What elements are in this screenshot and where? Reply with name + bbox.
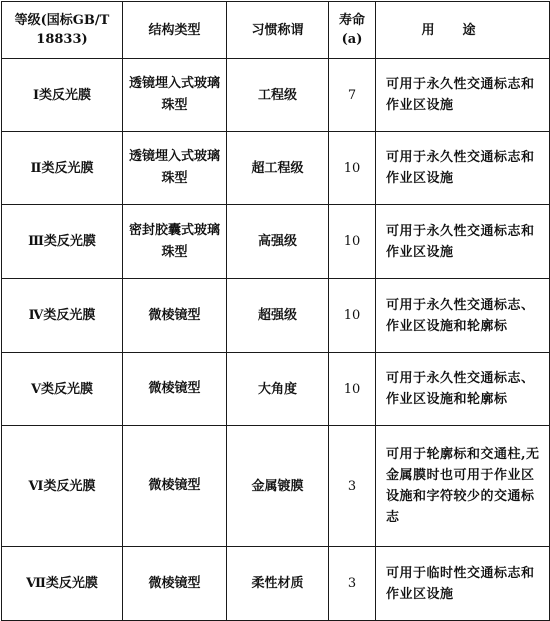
cell-structure: 微棱镜型 <box>123 279 227 353</box>
cell-life: 3 <box>329 426 376 547</box>
cell-use: 可用于永久性交通标志、作业区设施和轮廓标 <box>376 279 550 353</box>
cell-grade: Ⅰ类反光膜 <box>2 59 123 132</box>
table-row <box>2 426 550 547</box>
cell-grade: Ⅲ类反光膜 <box>2 205 123 279</box>
cell-use: 可用于永久性交通标志和作业区设施 <box>376 205 550 279</box>
table-row <box>2 279 550 353</box>
header-use: 用途 <box>376 2 550 59</box>
header-structure: 结构类型 <box>123 2 227 59</box>
table-row <box>2 132 550 205</box>
cell-structure: 透镜埋入式玻璃珠型 <box>123 59 227 132</box>
retroreflective-sheeting-table <box>1 1 550 621</box>
cell-structure: 微棱镜型 <box>123 353 227 426</box>
table-row <box>2 547 550 621</box>
cell-common-name: 超强级 <box>227 279 329 353</box>
cell-life: 10 <box>329 353 376 426</box>
table-header-row <box>2 2 550 59</box>
cell-grade: Ⅱ类反光膜 <box>2 132 123 205</box>
cell-grade: Ⅳ类反光膜 <box>2 279 123 353</box>
cell-common-name: 工程级 <box>227 59 329 132</box>
cell-structure: 透镜埋入式玻璃珠型 <box>123 132 227 205</box>
cell-life: 10 <box>329 205 376 279</box>
cell-life: 10 <box>329 279 376 353</box>
cell-use: 可用于永久性交通标志、作业区设施和轮廓标 <box>376 353 550 426</box>
header-life: 寿命(a) <box>329 2 376 59</box>
cell-structure: 微棱镜型 <box>123 426 227 547</box>
cell-common-name: 大角度 <box>227 353 329 426</box>
cell-common-name: 金属镀膜 <box>227 426 329 547</box>
table-row <box>2 205 550 279</box>
cell-common-name: 高强级 <box>227 205 329 279</box>
cell-grade: Ⅵ类反光膜 <box>2 426 123 547</box>
table-row <box>2 59 550 132</box>
cell-life: 7 <box>329 59 376 132</box>
cell-grade: Ⅶ类反光膜 <box>2 547 123 621</box>
header-grade: 等级(国标GB/T 18833) <box>2 2 123 59</box>
cell-common-name: 超工程级 <box>227 132 329 205</box>
cell-use: 可用于临时性交通标志和作业区设施 <box>376 547 550 621</box>
cell-use: 可用于永久性交通标志和作业区设施 <box>376 132 550 205</box>
cell-grade: Ⅴ类反光膜 <box>2 353 123 426</box>
table-row <box>2 353 550 426</box>
cell-structure: 密封胶囊式玻璃珠型 <box>123 205 227 279</box>
header-common-name: 习惯称谓 <box>227 2 329 59</box>
cell-life: 10 <box>329 132 376 205</box>
cell-use: 可用于永久性交通标志和作业区设施 <box>376 59 550 132</box>
cell-common-name: 柔性材质 <box>227 547 329 621</box>
cell-use: 可用于轮廓标和交通柱,无金属膜时也可用于作业区设施和字符较少的交通标志 <box>376 426 550 547</box>
cell-life: 3 <box>329 547 376 621</box>
cell-structure: 微棱镜型 <box>123 547 227 621</box>
